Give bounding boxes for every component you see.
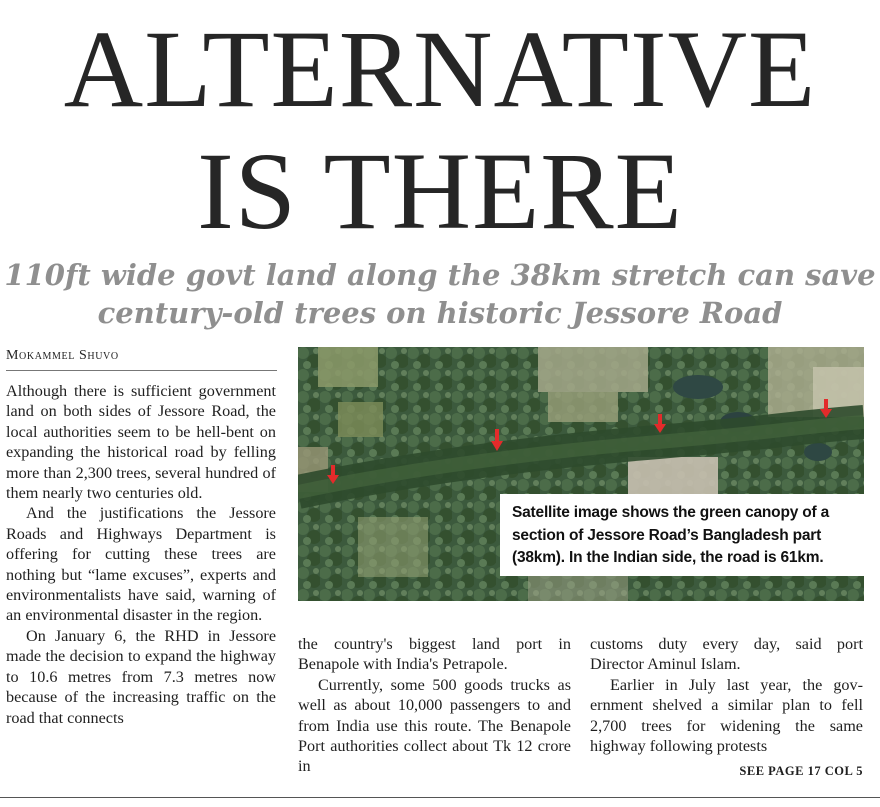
bottom-rule [0,797,880,798]
article-column-2 [298,634,571,777]
headline-line-1: ALTERNATIVE [63,8,817,130]
continued-reference: SEE PAGE 17 COL 5 [739,764,863,778]
byline-rule [6,370,277,371]
paragraph: On January 6, the RHD in Jessore made the decision to expand the highway to 10.6 metres from 7.3 metres now because of the increasing traffic on the road that connects [6,626,276,727]
paragraph: And the justifications the Jessore Roads and Highways Department is offering for cutting these trees are nothing but “lame excuses”, experts and environmentalists have said, warning of an environmental disaster in the region. [6,504,276,625]
photo-caption: Satellite image shows the green canopy of a section of Jessore Road’s Bangladesh part (38km). In the Indian side, the road is 61km. [500,494,870,576]
deck-line-1: 110ft wide govt land along the 38km stretch can save [4,258,876,292]
byline: Mokammel Shuvo [6,348,119,363]
paragraph: the country's biggest land port in Benapole with India's Petrapole. [298,635,571,674]
paragraph: Earlier in July last year, the government shelved a similar plan to fell 2,700 trees for widening the same highway following protests [590,675,863,756]
headline-line-2: IS THERE [197,130,683,252]
article-column-3 [590,634,863,756]
deck-line-2: century-old trees on historic Jessore Road [97,296,783,330]
article-column-1 [6,381,276,728]
paragraph: customs duty every day, said port Director Aminul Islam. [590,635,863,674]
paragraph: Currently, some 500 goods trucks as well as about 10,000 passengers to and from India use this route. The Benapole Port authorities collect about Tk 12 crore in [298,675,571,776]
paragraph: Although there is sufficient government land on both sides of Jessore Road, the local authorities seem to be hell-bent on expanding the historical road by felling more than 2,300 trees, several hundred of them nearly two centuries old. [6,382,276,503]
